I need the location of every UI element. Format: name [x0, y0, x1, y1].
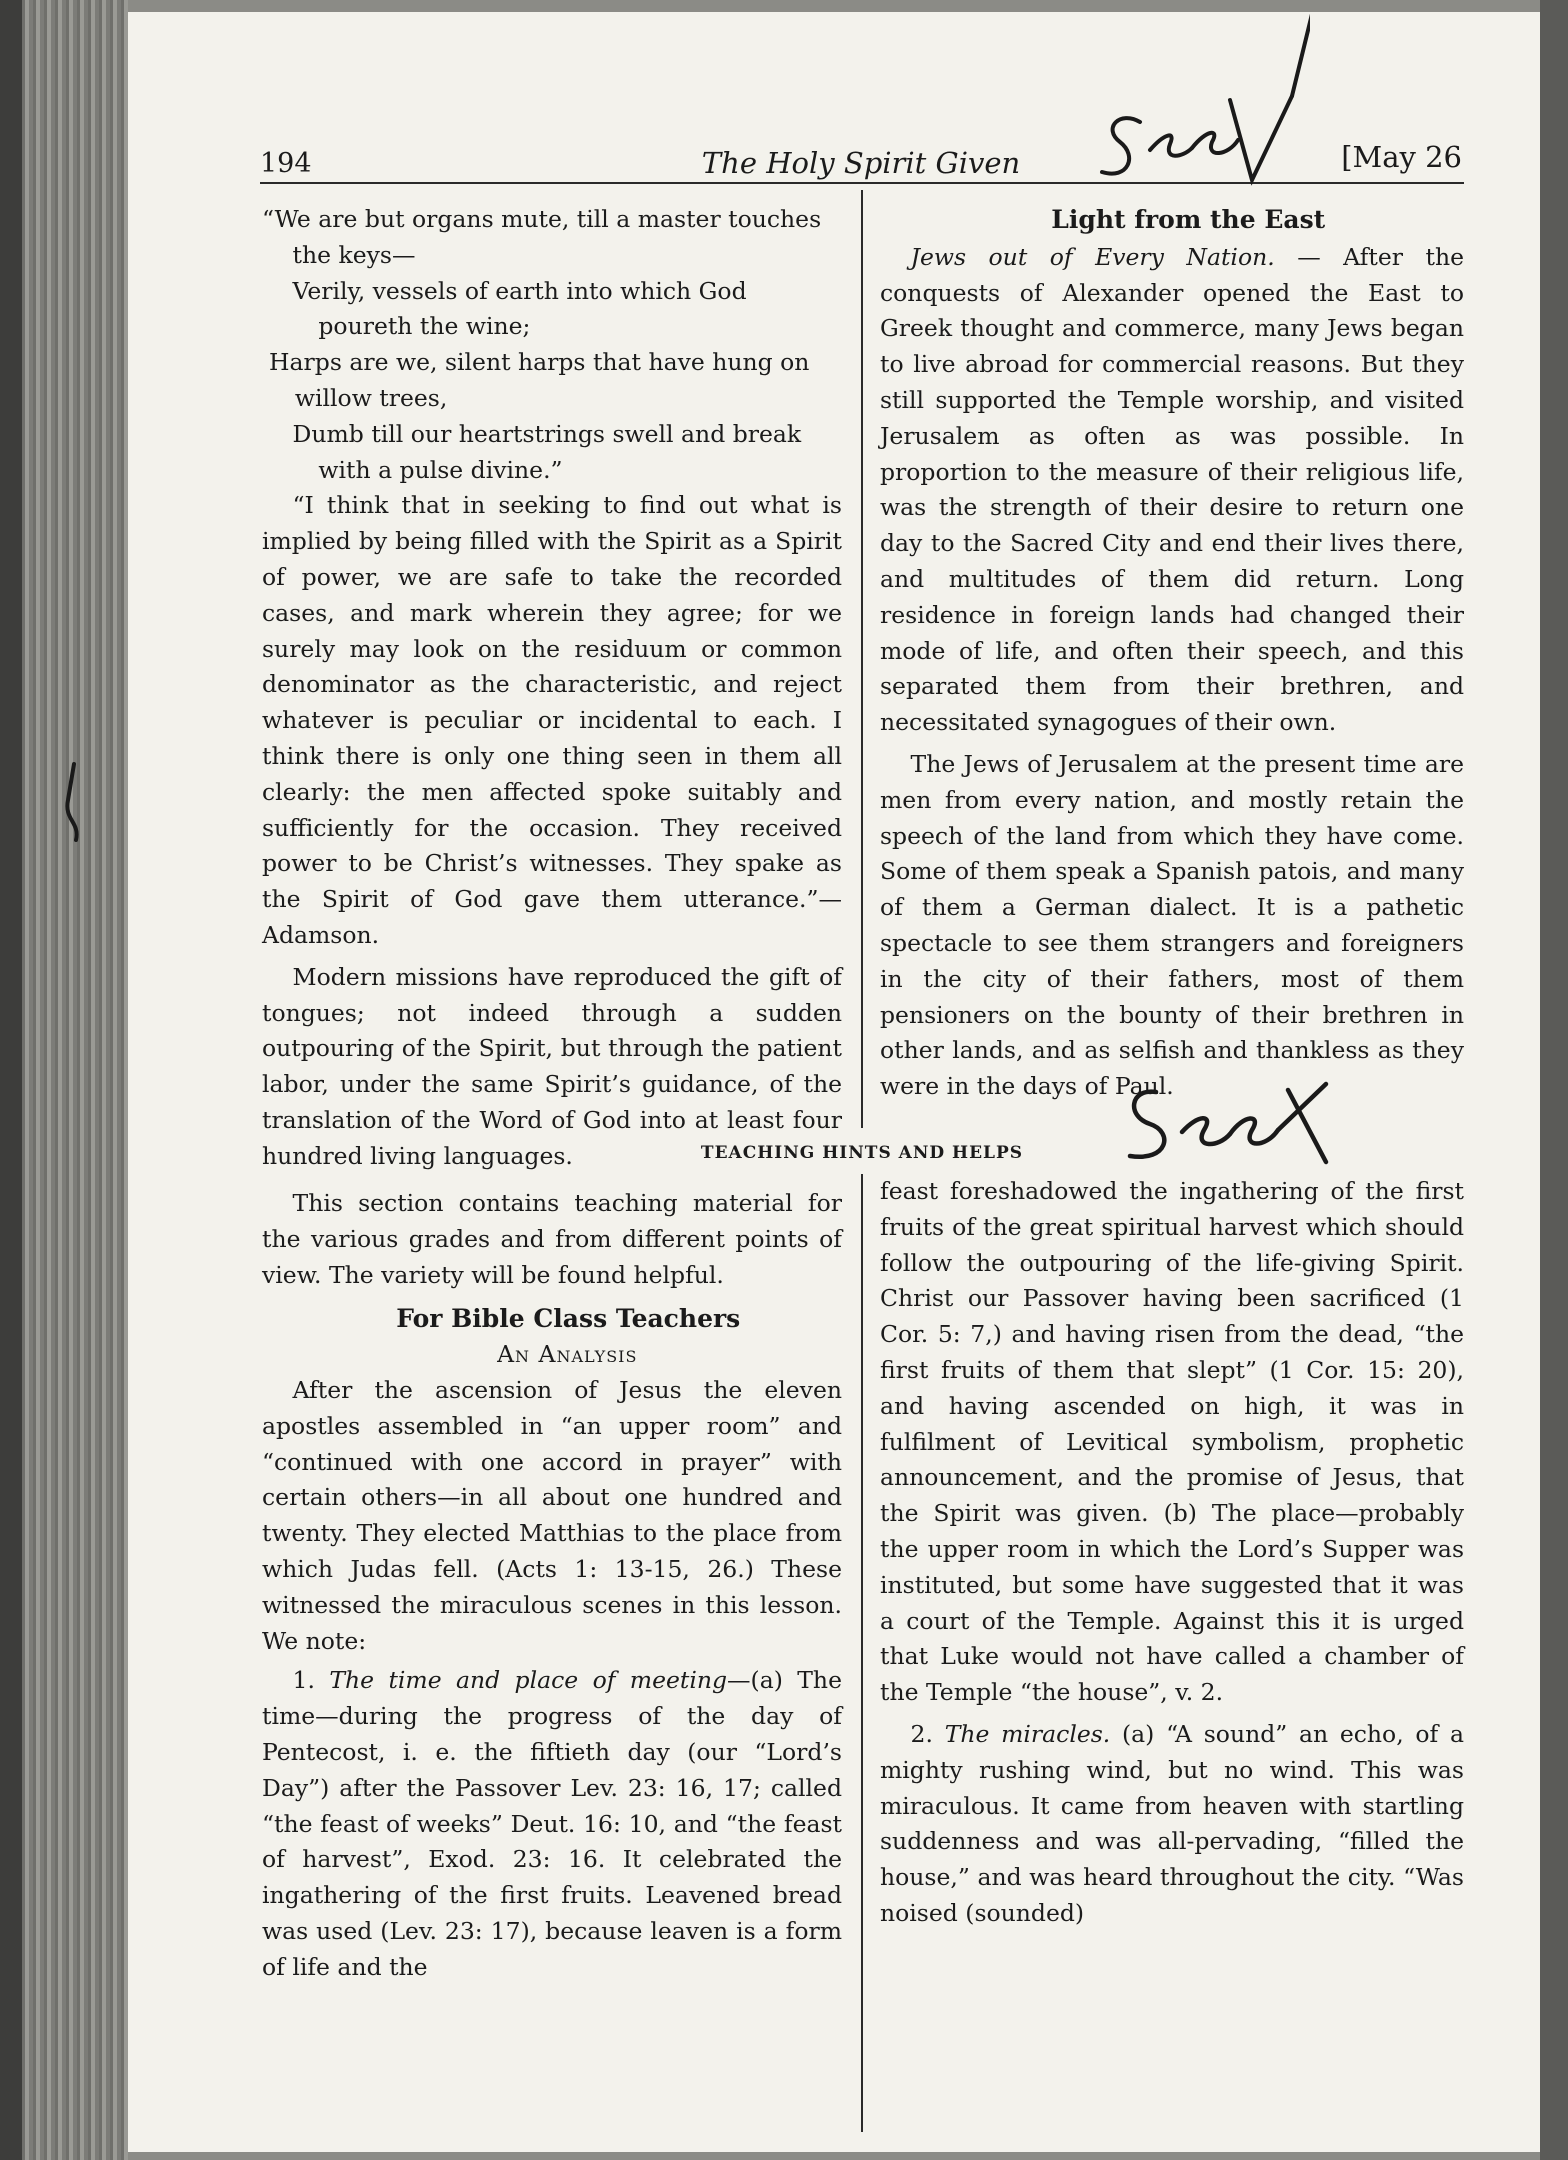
- heading-light-from-the-east: Light from the East: [1051, 205, 1326, 234]
- paragraph-modern-missions: Modern missions have reproduced the gift of tongues; not indeed through a sudden outpouring of the Spirit, but through the patient labor, under the same Spirit’s guidance, of the translation of the Word of God into at least four hundred living languages.: [262, 962, 842, 1170]
- section-intro: This section contains teaching material for the various grades and from different points of view. The variety will be found helpful.: [262, 1189, 842, 1289]
- header-rule: [260, 182, 1464, 184]
- right-column-top: [880, 202, 1464, 1105]
- column-divider-bottom: [861, 1174, 863, 2132]
- poem-line: “We are but organs mute, till a master touches the keys—: [262, 205, 822, 269]
- running-header: [260, 134, 1462, 182]
- column-divider-top: [861, 190, 863, 1128]
- page-number: 194: [260, 148, 312, 179]
- section-heading: TEACHING HINTS AND HELPS: [700, 1143, 1024, 1163]
- right-column-bottom: [880, 1174, 1464, 1932]
- poem-line: Dumb till our heartstrings swell and break with a pulse divine.”: [292, 419, 802, 484]
- lead-jews-every-nation: Jews out of Every Nation.: [910, 242, 1275, 271]
- poem-line: Harps are we, silent harps that have hung on willow trees,: [269, 348, 810, 412]
- header-date: [May 26: [1341, 140, 1462, 174]
- item-number: 2.: [910, 1719, 945, 1748]
- heading-bible-class-teachers: For Bible Class Teachers: [396, 1304, 741, 1334]
- book-edge-pages: [22, 0, 128, 2160]
- lead-time-place: The time and place of meeting: [329, 1666, 728, 1695]
- quote-adamson: “I think that in seeking to find out what is implied by being filled with the Spirit as a Spirit of power, we are safe to take the recorded cases, and mark wherein they agree; for we surely may look on the residuum or common denominator as the characteristic, and reject whatever is peculiar or incidental to each. I think there is only one thing seen in them all clearly: the men affected spoke suitably and sufficiently for the occasion. They received power to be Christ’s witnesses. They spake as the Spirit of God gave them utterance.”—Adamson.: [262, 491, 842, 949]
- poem: [262, 202, 842, 488]
- left-column-top: [262, 202, 842, 1175]
- paragraph-text: (a) “A sound” an echo, of a mighty rushing wind, but no wind. This was miraculous. It came from heaven with startling suddenness and was all-pervading, “filled the house,” and was heard throughout the city. “Was noised (sounded): [880, 1719, 1464, 1927]
- item-number: 1.: [292, 1666, 330, 1695]
- paragraph-jews-of-jerusalem: The Jews of Jerusalem at the present time are men from every nation, and mostly retain the speech of the land from which they have come. Some of them speak a Spanish patois, and many of them a German dialect. It is a pathetic spectacle to see them strangers and foreigners in the city of their fathers, most of them pensioners on the bounty of their brethren in other lands, and as selfish and thankless as they were in the days of Paul.: [880, 749, 1464, 1101]
- paragraph-text: — After the conquests of Alexander opened the East to Greek thought and commerce, many Jews began to live abroad for commercial reasons. But they still supported the Temple worship, and visited Jerusalem as often as was possible. In proportion to the measure of their religious life, was the strength of their desire to return one day to the Sacred City and end their lives there, and multitudes of them did return. Long residence in foreign lands had changed their mode of life, and often their speech, and this separated them from their brethren, and necessitated synagogues of their own.: [880, 242, 1464, 737]
- paragraph-miracles: [880, 1717, 1464, 1932]
- book-edge-dark: [0, 0, 22, 2160]
- poem-line: Verily, vessels of earth into which God poureth the wine;: [292, 276, 747, 341]
- paragraph-feast-continued: feast foreshadowed the ingathering of the first fruits of the great spiritual harvest which should follow the outpouring of the life-giving Spirit. Christ our Passover having been sacrificed (1 Cor. 5: 7,) and having risen from the dead, “the first fruits of them that slept” (1 Cor. 15: 20), and having ascended on high, it was in fulfilment of Levitical symbolism, prophetic announcement, and the promise of Jesus, that the Spirit was given. (b) The place—probably the upper room in which the Lord’s Supper was instituted, but some have suggested that it was a court of the Temple. Against this it is urged that Luke would not have called a chamber of the Temple “the house”, v. 2.: [880, 1177, 1464, 1707]
- paragraph-ascension: After the ascension of Jesus the eleven apostles assembled in “an upper room” and “continued with one accord in prayer” with certain others—in all about one hundred and twenty. They elected Matthias to the place from which Judas fell. (Acts 1: 13-15, 26.) These witnessed the miraculous scenes in this lesson. We note:: [262, 1375, 842, 1655]
- subheading-analysis: An Analysis: [497, 1340, 638, 1369]
- paragraph-jews-every-nation: [880, 240, 1464, 741]
- running-title: The Holy Spirit Given: [701, 146, 1021, 180]
- paragraph-text: —(a) The time—during the progress of the day of Pentecost, i. e. the fiftieth day (our “Lord’s Day”) after the Passover Lev. 23: 16, 17; called “the feast of weeks” Deut. 16: 10, and “the feast of harvest”, Exod. 23: 16. It celebrated the ingathering of the first fruits. Leavened bread was used (Lev. 23: 17), because leaven is a form of life and the: [262, 1666, 842, 1981]
- book-page: [128, 12, 1540, 2152]
- left-column-bottom: [262, 1186, 842, 1986]
- paragraph-time-place: [262, 1663, 842, 1985]
- book-edge-right: [1540, 0, 1568, 2160]
- lead-miracles: The miracles.: [944, 1719, 1111, 1748]
